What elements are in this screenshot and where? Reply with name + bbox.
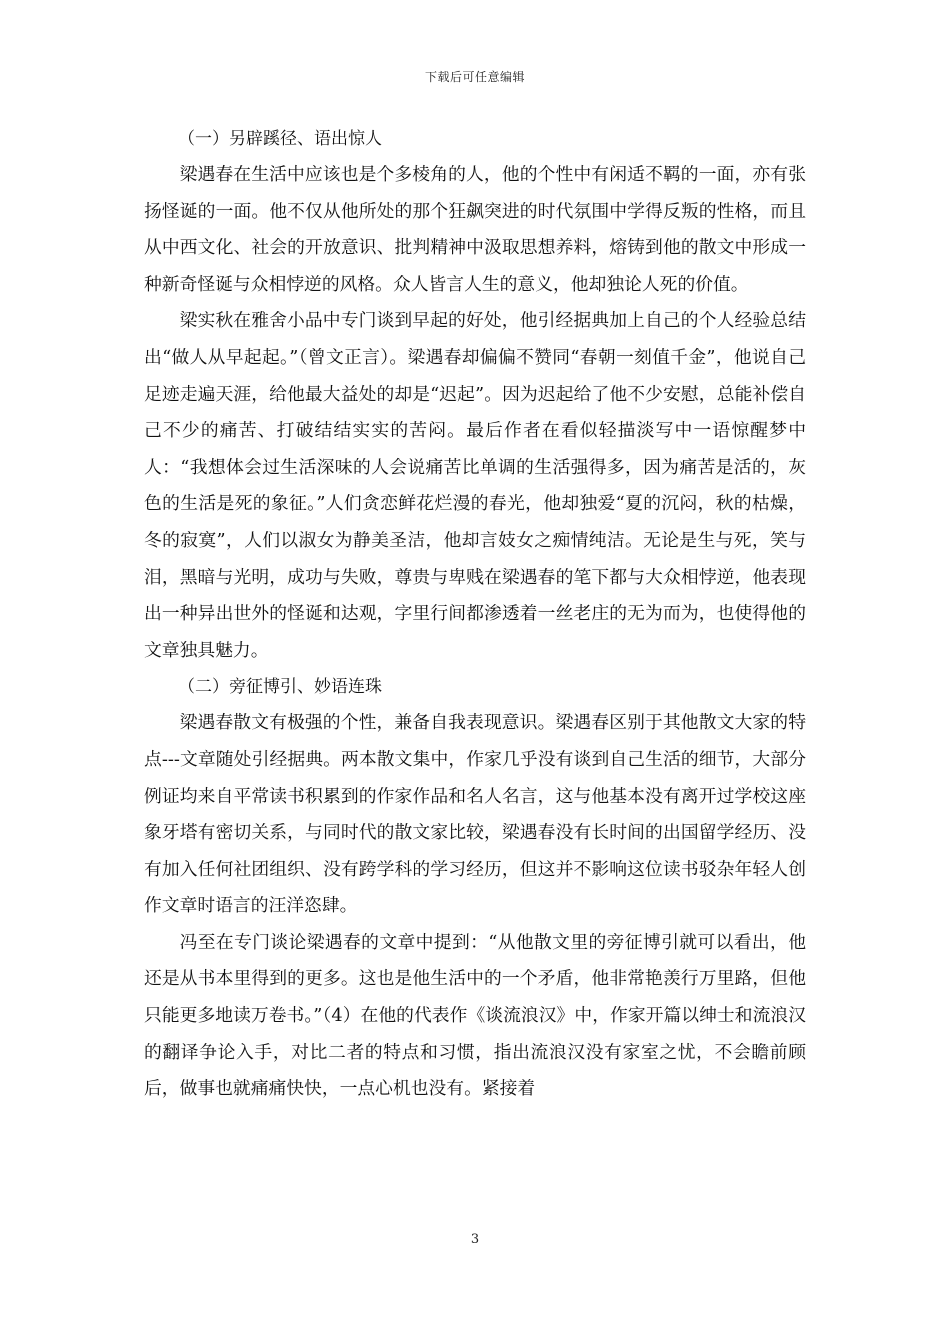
paragraph: 梁实秋在雅舍小品中专门谈到早起的好处，他引经据典加上自己的个人经验总结出“做人从早起起。”（曾文正言）。梁遇春却偏偏不赞同“春朝一刻值千金”，他说自己足迹走遍天涯，给他最大益处的却是“迟起”。因为迟起给了他不少安慰，总能补偿自己不少的痛苦、打破结结实实的苦闷。最后作者在看似轻描淡写中一语惊醒梦中人：“我想体会过生活深味的人会说痛苦比单调的生活强得多，因为痛苦是活的，灰色的生活是死的象征。”人们贪恋鲜花烂漫的春光，他却独爱“夏的沉闷，秋的枯燥，冬的寂寞”，人们以淑女为静美圣洁，他却言妓女之痴情纯洁。无论是生与死，笑与泪，黑暗与光明，成功与失败，尊贵与卑贱在梁遇春的笔下都与大众相悖逆，他表现出一种异出世外的怪诞和达观，字里行间都渗透着一丝老庄的无为而为，也使得他的文章独具魅力。 xyxy=(144,310,806,661)
page-number: 3 xyxy=(470,1232,480,1247)
section-heading-2: （二）旁征博引、妙语连珠 xyxy=(178,677,382,698)
document-body xyxy=(144,121,806,1108)
paragraph: 梁遇春在生活中应该也是个多棱角的人，他的个性中有闲适不羁的一面，亦有张扬怪诞的一面。他不仅从他所处的那个狂飙突进的时代氛围中学得反叛的性格，而且从中西文化、社会的开放意识、批判精神中汲取思想养料，熔铸到他的散文中形成一种新奇怪诞与众相悖逆的风格。众人皆言人生的意义，他却独论人死的价值。 xyxy=(144,164,806,295)
page-header: 下载后可任意编辑 xyxy=(424,70,525,84)
paragraph: 梁遇春散文有极强的个性，兼备自我表现意识。梁遇春区别于其他散文大家的特点---文章随处引经据典。两本散文集中，作家几乎没有谈到自己生活的细节，大部分例证均来自平常读书积累到的作家作品和名人名言，这与他基本没有离开过学校这座象牙塔有密切关系，与同时代的散文家比较，梁遇春没有长时间的出国留学经历、没有加入任何社团组织、没有跨学科的学习经历，但这并不影响这位读书驳杂年轻人创作文章时语言的汪洋恣肆。 xyxy=(144,712,806,917)
section-heading-1: （一）另辟蹊径、语出惊人 xyxy=(178,129,382,149)
paragraph: 冯至在专门谈论梁遇春的文章中提到：“从他散文里的旁征博引就可以看出，他还是从书本里得到的更多。这也是他生活中的一个矛盾，他非常艳羡行万里路，但他只能更多地读万卷书。”（4）在他的代表作《谈流浪汉》中，作家开篇以绅士和流浪汉的翻译争论入手，对比二者的特点和习惯，指出流浪汉没有家室之忧，不会瞻前顾后，做事也就痛痛快快，一点心机也没有。紧接着 xyxy=(144,931,806,1100)
